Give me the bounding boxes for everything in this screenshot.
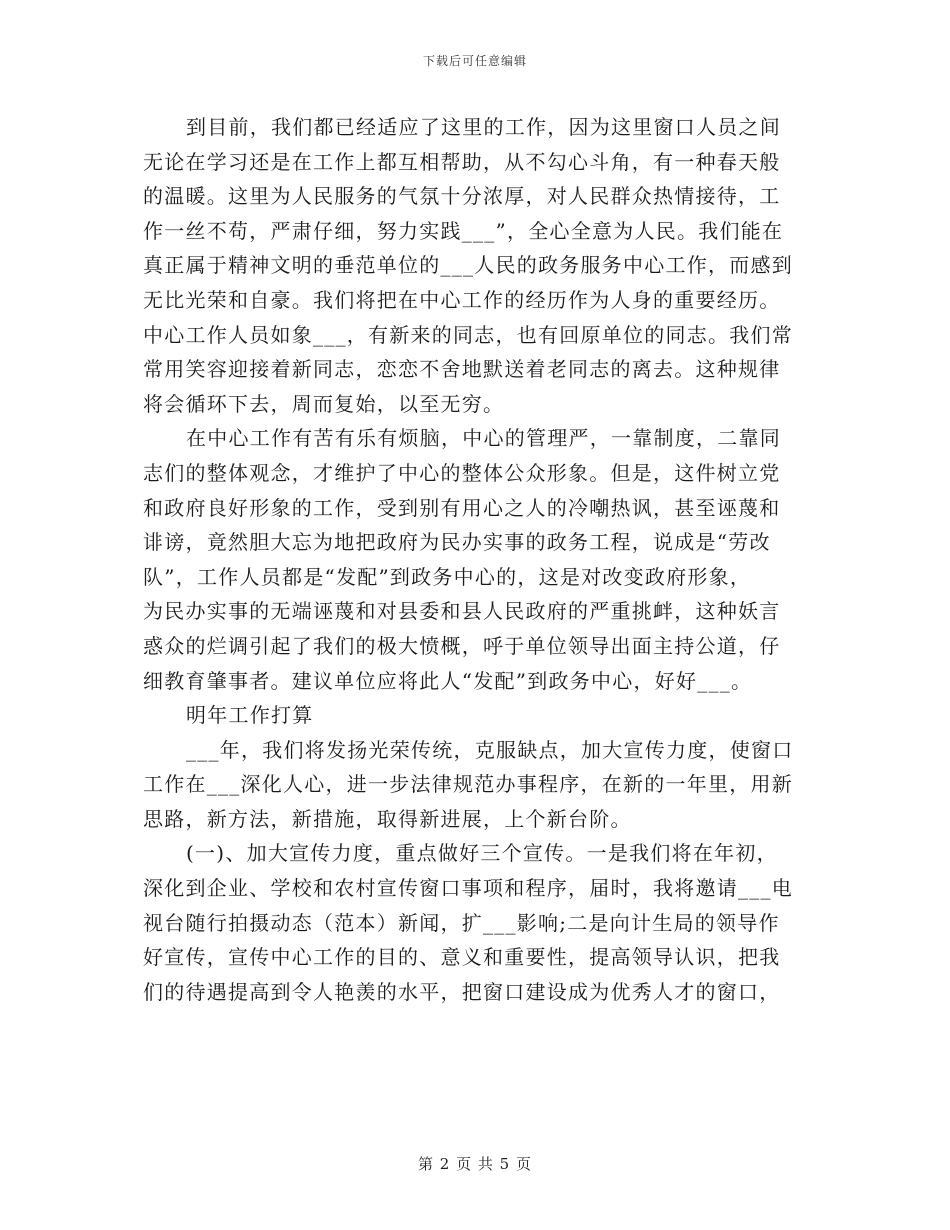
text-line: 作一丝不苟，严肃仔细，努力实践___”，全心全意为人民。我们能在	[143, 218, 784, 243]
text-line: 细教育肇事者。建议单位应将此人“发配”到政务中心，好好___。	[143, 668, 753, 693]
section-heading: 明年工作打算	[186, 703, 314, 728]
text-line: 视台随行拍摄动态（范本）新闻，扩___影响;二是向计生局的领导作	[143, 910, 780, 935]
text-line: 志们的整体观念，才维护了中心的整体公众形象。但是，这件树立党	[143, 460, 781, 485]
text-line: 为民办实事的无端诬蔑和对县委和县人民政府的严重挑衅，这种妖言	[143, 599, 781, 624]
text-line: 好宣传，宣传中心工作的目的、意义和重要性，提高领导认识，把我	[143, 945, 781, 970]
text-line: 常用笑容迎接着新同志，恋恋不舍地默送着老同志的离去。这种规律	[143, 357, 781, 382]
text-line: 的温暖。这里为人民服务的气氛十分浓厚，对人民群众热情接待，工	[143, 184, 781, 209]
text-line: 无论在学习还是在工作上都互相帮助，从不勾心斗角，有一种春天般	[143, 149, 781, 174]
text-line: 诽谤，竟然胆大忘为地把政府为民办实事的政务工程，说成是“劳改	[143, 530, 771, 555]
text-line: 和政府良好形象的工作，受到别有用心之人的冷嘲热讽，甚至诬蔑和	[143, 495, 781, 520]
page-number: 第 2 页 共 5 页	[418, 1155, 532, 1173]
text-line: 思路，新方法，新措施，取得新进展，上个新台阶。	[143, 806, 632, 831]
text-line: 深化到企业、学校和农村宣传窗口事项和程序，届时，我将邀请___电	[143, 876, 793, 901]
text-line: 们的待遇提高到令人艳羡的水平，把窗口建设成为优秀人才的窗口，	[143, 979, 781, 1004]
text-line: 到目前，我们都已经适应了这里的工作，因为这里窗口人员之间	[186, 115, 781, 139]
page-header: 下载后可任意编辑	[422, 54, 527, 68]
text-line: 中心工作人员如象___，有新来的同志，也有回原单位的同志。我们常	[143, 322, 793, 347]
text-line: 无比光荣和自豪。我们将把在中心工作的经历作为人身的重要经历。	[143, 287, 781, 312]
text-line: ___年，我们将发扬光荣传统，克服缺点，加大宣传力度，使窗口	[186, 737, 794, 762]
text-line: 队”，工作人员都是“发配”到政务中心的，这是对改变政府形象，	[143, 564, 752, 589]
text-line: 在中心工作有苦有乐有烦脑，中心的管理严，一靠制度，二靠同	[186, 426, 781, 451]
text-line: 惑众的烂调引起了我们的极大愤概，呼于单位领导出面主持公道，仔	[143, 633, 781, 658]
text-line: 真正属于精神文明的垂范单位的___人民的政务服务中心工作，而感到	[143, 253, 793, 278]
document-body	[143, 110, 811, 1009]
text-line: (一)、加大宣传力度，重点做好三个宣传。一是我们将在年初，	[186, 841, 778, 866]
text-line: 将会循环下去，周而复始，以至无穷。	[143, 391, 505, 416]
text-line: 工作在___深化人心，进一步法律规范办事程序，在新的一年里，用新	[143, 772, 793, 797]
